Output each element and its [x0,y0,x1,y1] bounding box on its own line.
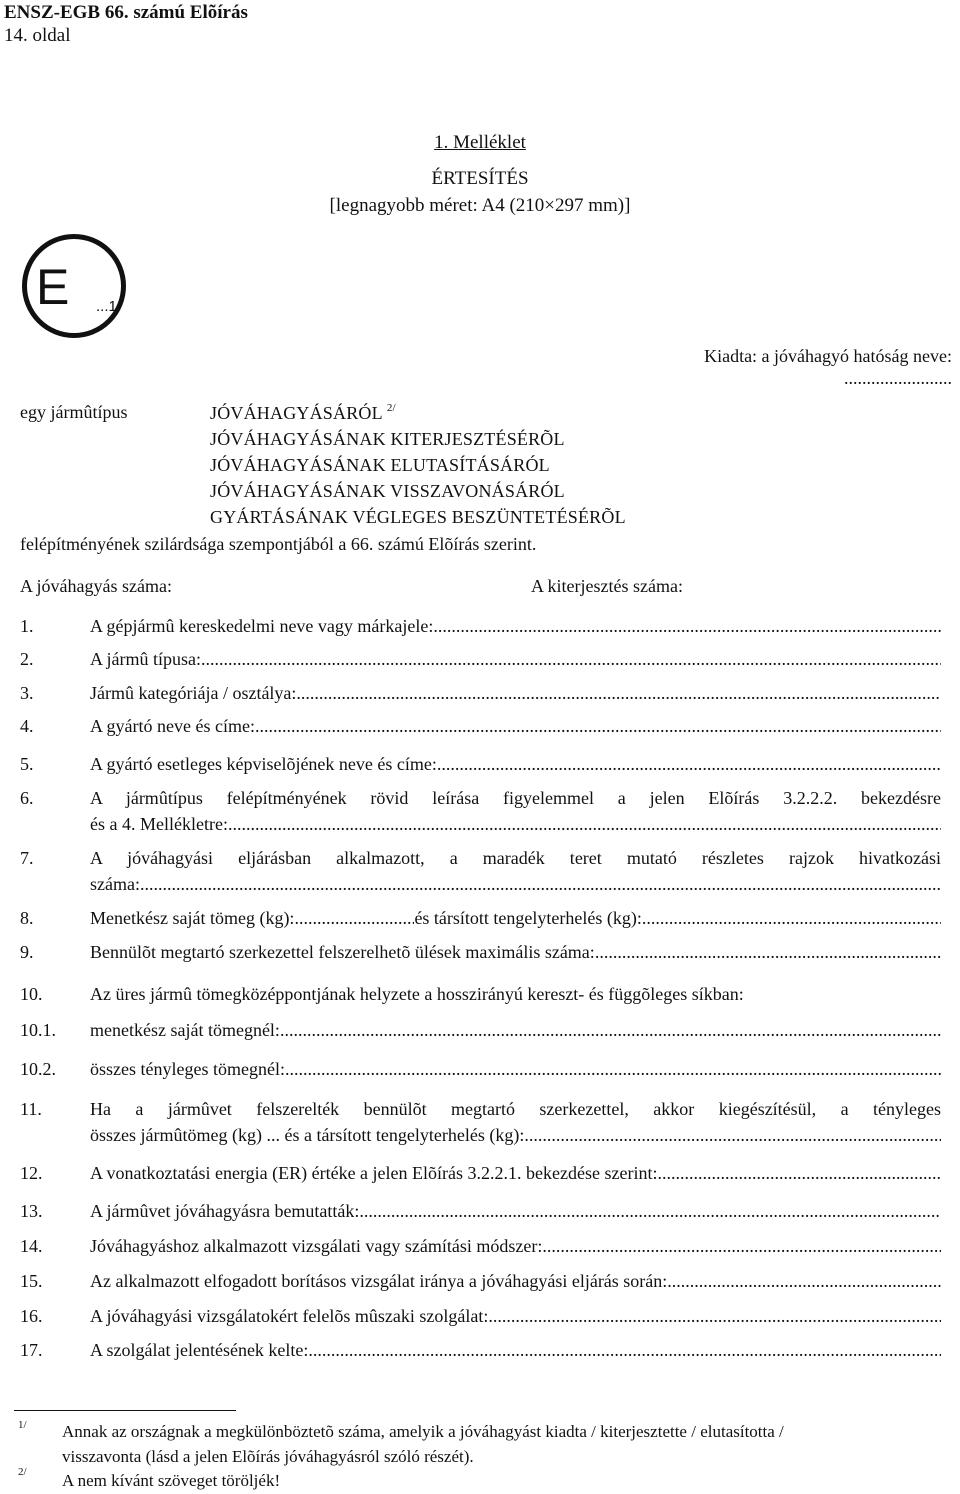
footnote-ref-2: 2/ [386,402,396,414]
fill-dots [308,1337,941,1364]
fill-dots [228,811,941,838]
footnote-1-mark: 1/ [18,1419,27,1431]
approval-line-4: JÓVÁHAGYÁSÁNAK VISSZAVONÁSÁRÓL [210,481,565,501]
fill-dots [524,1122,941,1149]
approval-lead: egy jármûtípus [20,402,128,422]
fill-dots [359,1198,941,1225]
approval-mark-letter: E [36,259,70,315]
annex-title: 1. Melléklet [434,132,526,153]
fill-dots [595,939,941,966]
approval-mark-number: ...1/ [96,298,122,315]
issuer-label: Kiadta: a jóváhagyó hatóság neve: [704,346,952,366]
footnote-1-line-1: Annak az országnak a megkülönböztetõ száma, amelyik a jóváhagyást kiadta / kiterjesztette / elutasította / [62,1422,784,1441]
notice-title: ÉRTESÍTÉS [431,168,529,189]
fill-dots [285,1056,941,1083]
approval-line-5: GYÁRTÁSÁNAK VÉGLEGES BESZÜNTETÉSÉRÕL [210,507,626,527]
fill-dots [667,1268,941,1295]
document-page: ENSZ-EGB 66. számú Elõírás 14. oldal 1. Melléklet ÉRTESÍTÉS [legnagyobb méret: A4 (210×297 mm)] E ...1/ Kiadta: a jóváhagyó hatóság neve: ........................ egy jármûtípus JÓVÁHAGYÁSÁRÓL $^{2/}$ JÓVÁHAGYÁSÁNAK KITERJESZTÉSÉRÕL JÓVÁHAGYÁSÁNAK ELUTASÍTÁSÁRÓL JÓVÁHAGYÁSÁNAK VISSZAVONÁSÁRÓL GYÁRTÁSÁNAK VÉGLEGES BESZÜNTETÉSÉRÕL felépítményének szilárdsága szempontjából a 66. számú Elõírás szerint. A jóváhagyás száma: A kiterjesztés száma: 1. A gépjármû kereskedelmi neve vagy márkajele: ..... 2. A jármû típusa: ..... 3. Jármû kategóriája / osztálya: ..... 4. A gyártó neve és címe: ..... 5. A gyártó esetleges képviselõjének neve és címe: ..... 6. A jármûtípus felépítményének rövid leírása figyelemmel a jelen Elõírás 3.2.2.2. bekezdésre és a 4. Mellékletre: ..... 7. A jóváhagyási eljárásban alkalmazott, a maradék teret mutató részletes rajzok hivatkozási száma: ..... 8. Menetkész saját tömeg (kg): ..... és társított tengelyterhelés (kg): ..... 9. Bennülõt megtartó szerkezettel felszerelhetõ ülések maximális száma: ..... 10. Az üres jármû tömegközéppontjának helyzete a hosszirányú kereszt- és függõleges síkban: 10.1. menetkész saját tömegnél: ..... 10.2. összes tényleges tömegnél: ..... 11. Ha a jármûvet felszerelték bennülõt megtartó szerkezettel, akkor kiegészítésül, a tényleges összes jármûtömeg (kg) ... és a társított tengelyterhelés (kg): ..... 12. A vonatkoztatási energia (ER) értéke a jelen Elõírás 3.2.2.1. bekezdése szerint: ..... 13. A jármûvet jóváhagyásra bemutatták: ..... 14. Jóváhagyáshoz alkalmazott vizsgálati vagy számítási módszer: ..... 15. Az alkalmazott elfogadott borításos vizsgálat iránya a jóváhagyási eljárás során: ..... 16. A jóváhagyási vizsgálatokért felelõs mûszaki szolgálat: ..... 17. A szolgálat jelentésének kelte: ..... 1/ Annak az országnak a megkülönböztetõ száma, amelyik a jóváhagyást kiadta / kiterjesztette / elutasította / visszavonta (lásd a jelen Elõírás jóváhagyásról szóló részét). 2/ A nem kívánt szöveget töröljék! [0,0,960,1494]
approval-line-2: JÓVÁHAGYÁSÁNAK KITERJESZTÉSÉRÕL [210,429,565,449]
footnote-1-line-2: visszavonta (lásd a jelen Elõírás jóváhagyásról szóló részét). [62,1447,474,1466]
fill-dots [433,613,941,640]
fill-dots [437,751,941,778]
approval-tail: felépítményének szilárdsága szempontjából a 66. számú Elõírás szerint. [20,534,537,554]
approval-number-label: A jóváhagyás száma: [20,576,172,596]
size-note: [legnagyobb méret: A4 (210×297 mm)] [329,195,631,216]
fill-dots [542,1233,941,1260]
footnote-separator [14,1410,236,1411]
fill-dots [642,905,941,932]
fill-dots [280,1017,941,1044]
approval-line-1: JÓVÁHAGYÁSÁRÓL $^{2/}$ [210,402,396,423]
footnote-2-mark: 2/ [18,1466,27,1478]
fill-dots [296,680,941,707]
regulation-title: ENSZ-EGB 66. számú Elõírás [4,2,248,23]
fill-dots [201,646,941,673]
issuer-dots: ........................ [844,368,952,388]
fill-dots [294,905,414,932]
approval-line-3: JÓVÁHAGYÁSÁNAK ELUTASÍTÁSÁRÓL [210,455,550,475]
fill-dots [140,871,941,898]
fill-dots [255,713,941,740]
extension-number-label: A kiterjesztés száma: [531,576,683,596]
fill-dots [488,1303,941,1330]
fill-dots [657,1160,941,1187]
page-number: 14. oldal [4,25,71,46]
footnote-2-line-1: A nem kívánt szöveget töröljék! [62,1471,281,1490]
